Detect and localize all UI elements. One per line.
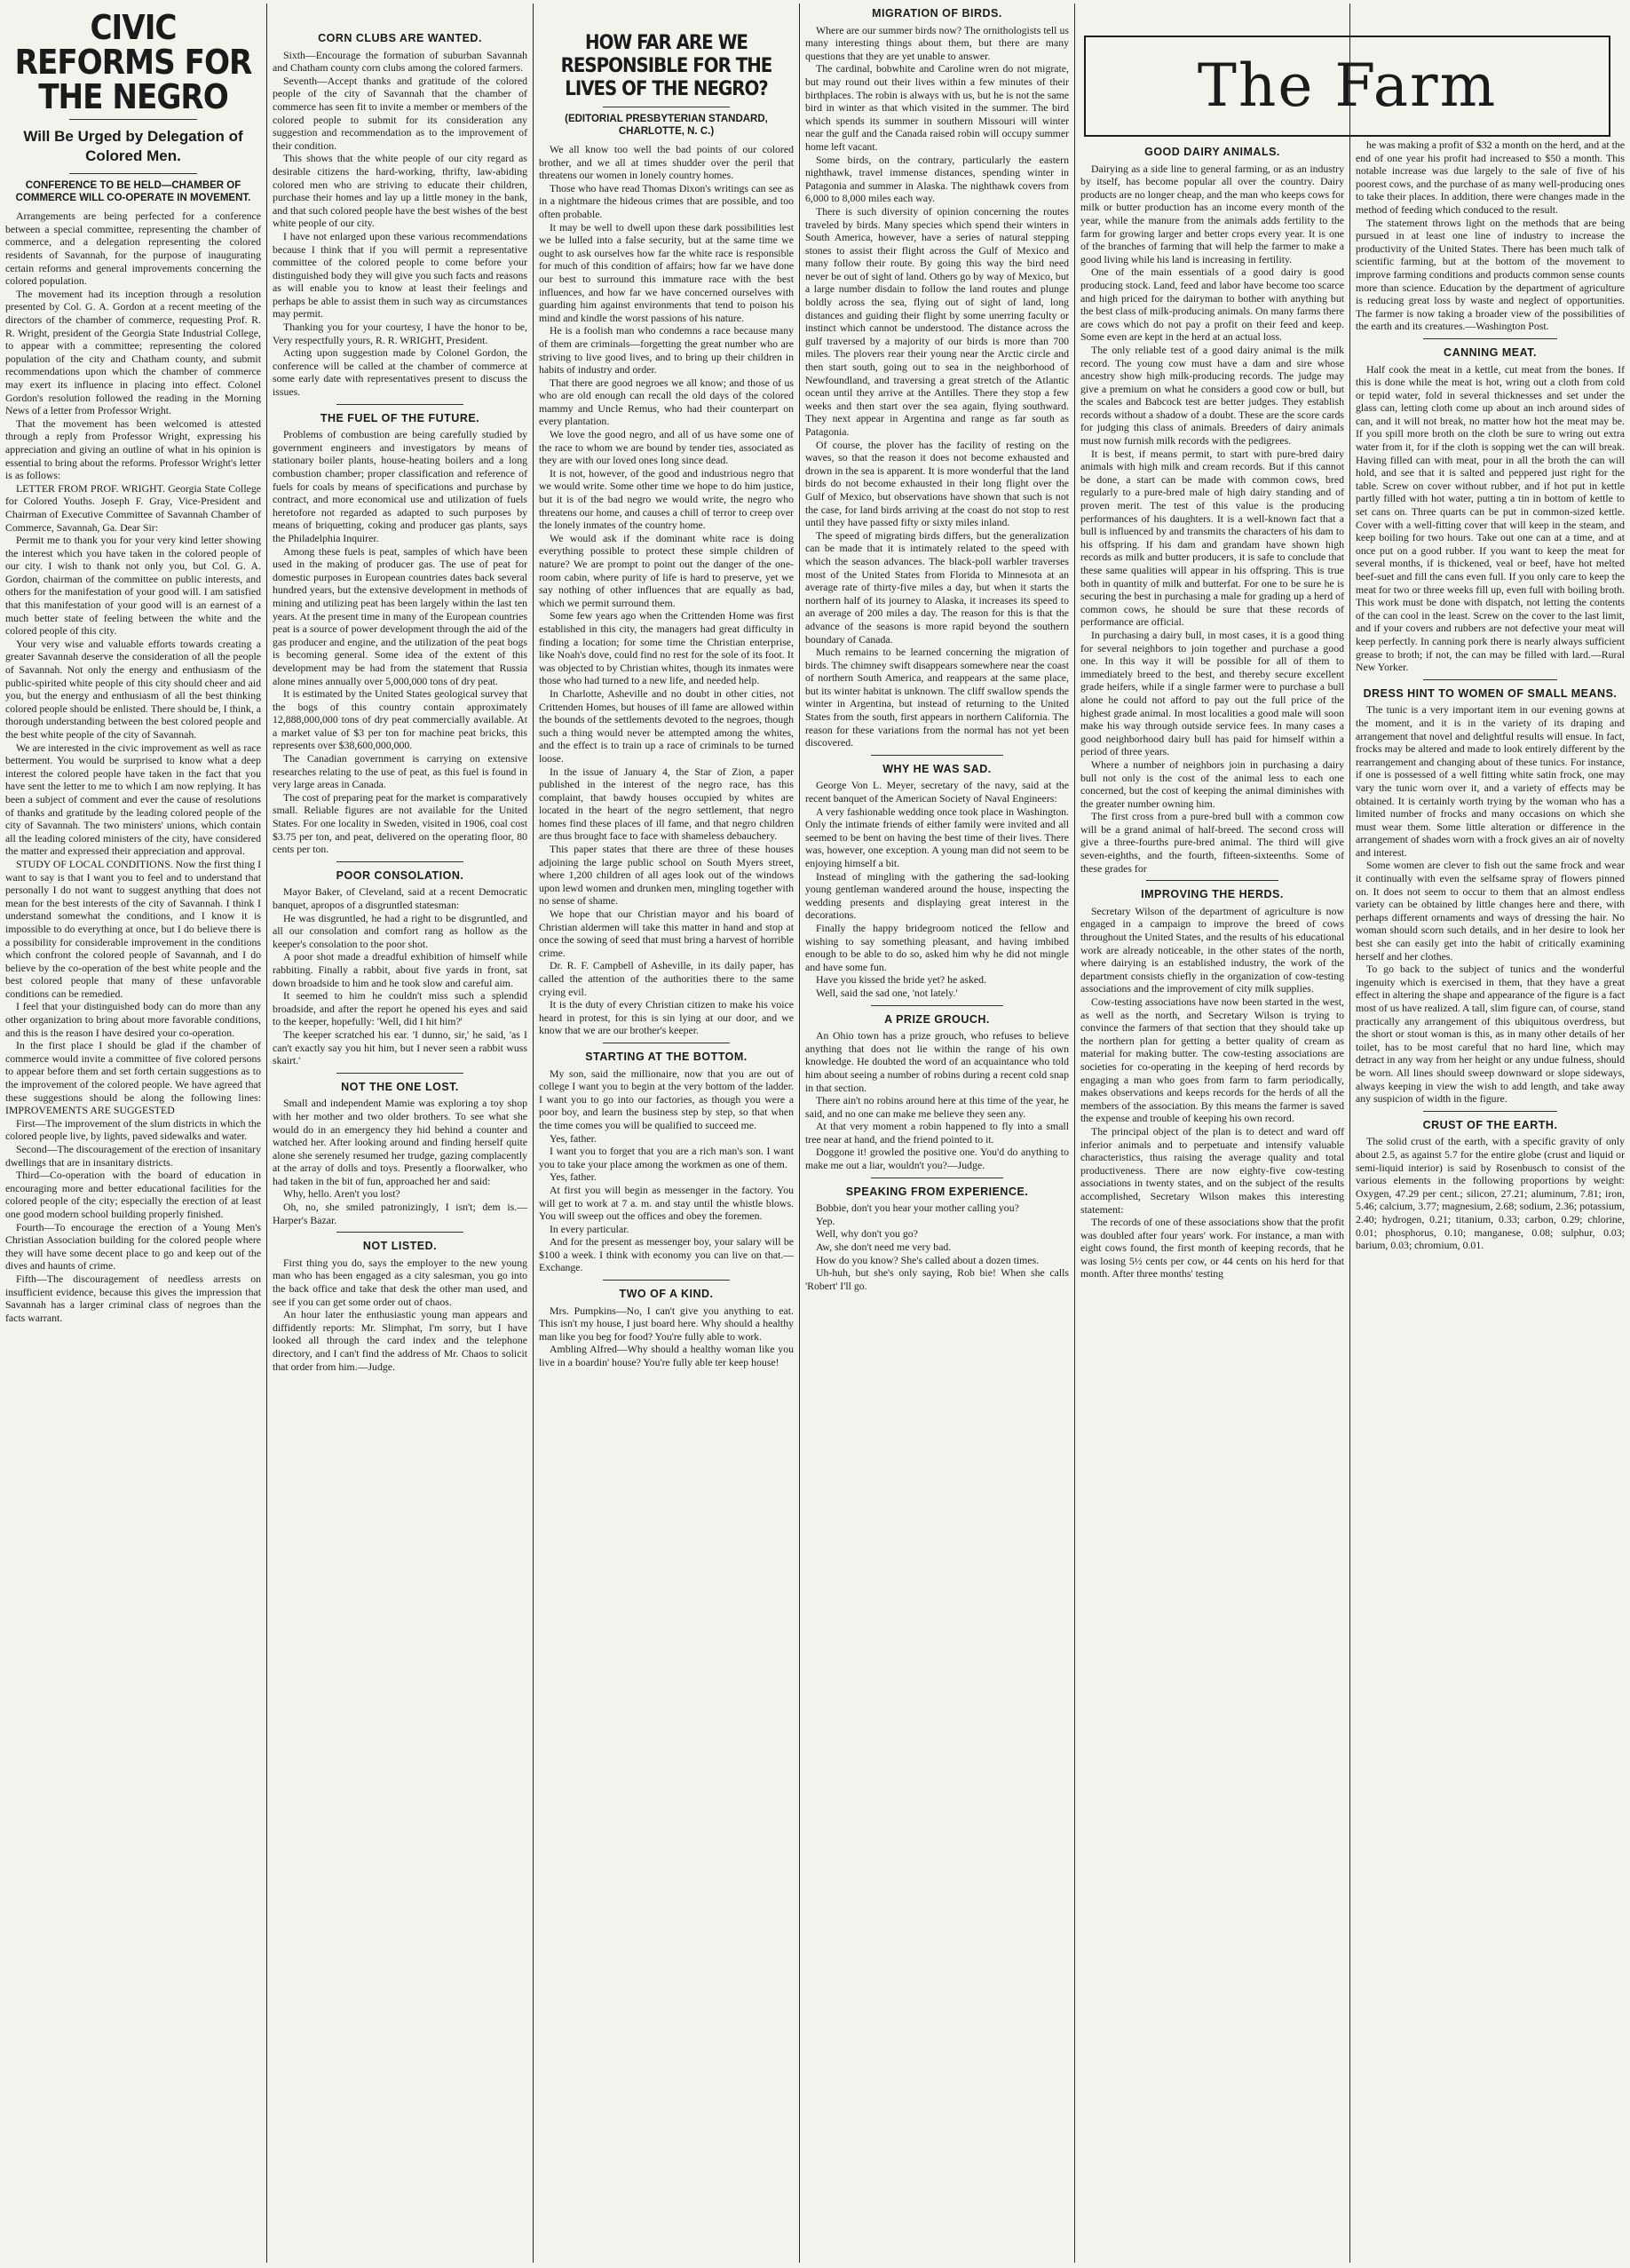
column-2 [267, 5, 533, 2261]
headline-how-far-responsible: HOW FAR ARE WE RESPONSIBLE FOR THE LIVES OF THE NEGRO? [560, 32, 772, 100]
paragraph: Mayor Baker, of Cleveland, said at a recent Democratic banquet, apropos of a disgruntled statesman: [273, 885, 527, 911]
divider [336, 861, 464, 862]
paragraph: Arrangements are being perfected for a conference between a special committee, representing the chamber of commerce, and a delegation representing the colored residents of Savannah, for the purpose of inaugurating certain reforms and general improvements concerning the colored population. [5, 210, 261, 288]
paragraph: Small and independent Mamie was exploring a toy shop with her mother and two older brothers. To see what she would do in an emergency they hid behind a counter and watched her. After looking around and finding herself quite alone she serenely resumed her trudge, gazing complacently at the array of dolls and toys. Presently a floorwalker, who had taken in the bit of fun, approached her and said: [273, 1097, 527, 1187]
paragraph: Permit me to thank you for your very kind letter showing the interest which you have taken in the colored people of our city. I wish to thank not only you, but Col. G. A. Gordon, chairman of the committee on public interests, and others for the manifestation of your good will. I am satisfied that this manifestation of your good will is an earnest of a much better state of feeling between the white and the colored people of this city. [5, 534, 261, 638]
divider [336, 404, 464, 405]
paragraph: George Von L. Meyer, secretary of the navy, said at the recent banquet of the American Society of Naval Engineers: [805, 779, 1069, 805]
headline-migration-of-birds: MIGRATION OF BIRDS. [872, 7, 1002, 20]
headline-dress-hint: DRESS HINT TO WOMEN OF SMALL MEANS. [1363, 686, 1618, 700]
paragraph: Of course, the plover has the facility of resting on the waves, so that the reason it does not become exhausted and drown in the sea is apparent. It is more wonderful that the land birds do not become exhausted in their long flight over the Gulf of Mexico, but observations have shown that such is not the case, for land birds arriving at the coast do not stop to rest until they have passed fifty or sixty miles inland. [805, 438, 1069, 529]
paragraph: In the issue of January 4, the Star of Zion, a paper published in the interest of the negro race, has this complaint, that bawdy houses occupied by whites are located in the heart of the negro settlement, that negro homes find these places of ill fame, and that negro children are thus brought face to face with shameless debauchery. [539, 765, 794, 843]
paragraph: Oh, no, she smiled patronizingly, I isn't; dem is.—Harper's Bazar. [273, 1201, 527, 1226]
paragraph: An Ohio town has a prize grouch, who refuses to believe anything that does not lie within the range of his own knowledge. He doubted the word of an acquaintance who told him about seeing a number of robins during a recent cold snap in that section. [805, 1029, 1069, 1094]
paragraph: It seemed to him he couldn't miss such a splendid broadside, and after the report he opened his eyes and said to the keeper, hopefully: 'Well, did I hit him?' [273, 989, 527, 1028]
paragraph: STUDY OF LOCAL CONDITIONS. Now the first thing I want to say is that I want you to feel and to understand that personally I do not want to suggest anything that does not mean for the best interests of the city of Savannah. I think I understand somewhat the conditions, and I know it is impossible to do everything at once, but I do believe there is a possibility for considerable improvement in the conditions which confront the colored people of Savannah, and I do believe by the co-operation of the best white people and the best colored people that many of these unfavorable conditions can be remedied. [5, 857, 262, 1000]
headline-prize-grouch: A PRIZE GROUCH. [884, 1012, 990, 1026]
paragraph: This shows that the white people of our city regard as desirable citizens the hard-working, thrifty, law-abiding colored men who are striving to educate their children, purchase their homes and lay up a little money in the bank, and that such colored people have the best wishes of the best white people of our city. [273, 152, 527, 230]
paragraph: Some few years ago when the Crittenden Home was first established in this city, the managers had great difficulty in finding a location; for some time the Christian enterprise, like Noah's dove, could find no rest for the sole of its foot. It was objected to by Christian whites, though its inmates were those who had turned to a new life, and needed help. [539, 609, 794, 687]
paragraph: In every particular. [550, 1222, 629, 1235]
paragraph: Mrs. Pumpkins—No, I can't give you anything to eat. This isn't my house, I just board here. Why should a healthy man like you beg for food? You're fully able to work. [539, 1304, 794, 1343]
divider [69, 119, 197, 120]
subheadline: Will Be Urged by Delegation of Colored Men. [23, 128, 243, 165]
paragraph: The first cross from a pure-bred bull with a common cow will be a grand animal of half-breed. The second cross will give a three-fourths pure-bred animal. The third will give seven-eighths, and the fourth, fifteen-sixteenths. Some of these grades for [1080, 810, 1344, 875]
paragraph: That there are good negroes we all know; and those of us who are old enough can recall the old days of the colored mammy and Uncle Remus, who had their counterpart on every plantation. [539, 376, 794, 428]
divider [1423, 338, 1558, 339]
paragraph: Second—The discouragement of the erection of insanitary dwellings that are in insanitary districts. [5, 1143, 261, 1169]
paragraph: My son, said the millionaire, now that you are out of college I want you to begin at the very bottom of the ladder. I want you to go into our factories, as though you were a poor boy, and learn the business step by step, so that when the time comes you will be qualified to succeed me. [539, 1067, 794, 1131]
paragraph: Bobbie, don't you hear your mother calling you? [816, 1201, 1019, 1215]
paragraph: Have you kissed the bride yet? he asked. [816, 973, 986, 987]
headline-good-dairy-animals: GOOD DAIRY ANIMALS. [1144, 146, 1280, 158]
divider [603, 1280, 731, 1281]
paragraph: That the movement has been welcomed is attested through a reply from Professor Wright, expressing his appreciation and giving an outline of what in his opinion is essential to bring about the reforms. Professor Wright's letter is as follows: [5, 416, 261, 482]
divider [336, 1073, 464, 1074]
paragraph: In Charlotte, Asheville and no doubt in other cities, not Crittenden Homes, but houses of ill fame are allowed within the bounds of the settlements devoted to the negroes, though such a thing would never be attempted among the whites, and the effect is to train up a race of criminals to be turned loose. [539, 686, 794, 765]
paragraph: In the first place I should be glad if the chamber of commerce would invite a committee of five colored persons to appear before them and set forth certain suggestions as to the improvement of the colored people. We have agreed that these suggestions should be along the following lines: IMPROVEMENTS ARE SUGGESTED [5, 1039, 261, 1117]
paragraph: Some women are clever to fish out the same frock and wear it continually with even the selfsame spray of flowers pinned on. It does not seem to occur to them that an almost endless variety can be obtained by little changes here and there, with perhaps different ornaments and ways of dressing the hair. No woman should scorn such details, and in her desire to look her best she can easily get into the habit of critically examining herself and her clothes. [1356, 859, 1625, 963]
paragraph: We all know too well the bad points of our colored brother, and we all at times shudder over the peril that threatens our women in lonely country homes. [539, 143, 794, 182]
paragraph: Seventh—Accept thanks and gratitude of the colored people of the city of Savannah that the chamber of commerce has seen fit to invite a member or members of the colored people to submit for its consideration any suggestion and recommendation as to the improvement of their condition. [273, 74, 527, 152]
paragraph: It is estimated by the United States geological survey that the bogs of this country contain approximately 12,888,000,000 tons of dry peat commercially available. At a market value of $3 per ton for machine peat bricks, this represents over $38,600,000,000. [273, 687, 527, 752]
paragraph: Ambling Alfred—Why should a healthy woman like you live in a boardin' house? You're fully able ter keep house! [539, 1343, 794, 1369]
paragraph: Sixth—Encourage the formation of suburban Savannah and Chatham county corn clubs among the colored farmers. [273, 48, 527, 75]
headline-crust-of-earth: CRUST OF THE EARTH. [1422, 1118, 1558, 1131]
column-6 [1350, 5, 1630, 2261]
paragraph: I feel that your distinguished body can do more than any other organization to bring about more favorable conditions, and this is the reason I have desired your co-operation. [5, 1000, 261, 1039]
headline-not-listed: NOT LISTED. [362, 1240, 438, 1253]
paragraph: Acting upon suggestion made by Colonel Gordon, the conference will be called at the chamber of commerce at some early date with representatives present to discuss the issues. [273, 346, 527, 399]
masthead-the-farm: The Farm [1084, 36, 1610, 137]
masthead-spacer [1356, 5, 1625, 139]
paragraph: How do you know? She's called about a dozen times. [816, 1253, 1040, 1266]
paragraph: There ain't no robins around here at this time of the year, he said, and no one can make me believe they seen any. [805, 1094, 1069, 1120]
deck: (EDITORIAL PRESBYTERIAN STANDARD, CHARLOTTE, N. C.) [565, 114, 768, 137]
paragraph: Well, said the sad one, 'not lately.' [816, 986, 958, 999]
paragraph: Yes, father. [550, 1170, 597, 1184]
paragraph: Among these fuels is peat, samples of which have been used in the making of producer gas. The use of peat for domestic purposes in European countries dates back several hundred years, but the extensive development in methods of mining and utilizing peat has been largely within the last ten years. At the present time in many of the European countries peat is a source of power development through the aid of the gas producer and engine, and the utilization of the peat bogs is becoming general. Some idea of the extent of this development may be had from the statement that Russia alone mines annually over 5,000,000 tons of dry peat. [273, 544, 527, 687]
paragraph: Where a number of neighbors join in purchasing a dairy bull not only is the cost of the animal less to each one concerned, but the cost of keeping the animal diminishes with the greater number owning him. [1080, 757, 1344, 810]
paragraph: We love the good negro, and all of us have some one of the race to whom we are bound by tender ties, associated as they are with our loved ones long since dead. [539, 428, 794, 467]
headline-civic-reforms: CIVIC REFORMS FOR THE NEGRO [14, 8, 252, 116]
paragraph: The cost of preparing peat for the market is comparatively small. Reliable figures are not available for the United States. For one locality in Sweden, visited in 1906, coal cost $3.75 per ton, and peat, delivered on the operating floor, 80 cents per ton. [273, 790, 527, 856]
headline-why-he-was-sad: WHY HE WAS SAD. [882, 762, 992, 775]
paragraph: It is best, if means permit, to start with pure-bred dairy animals with high milk and cream records. But if this cannot be done, a start can be made with common cows, bred regularly to a pure-bred male of high dairy standing and of proven merit. The test of this value is the producing performances of his daughters. It is a well-known fact that a bull is influenced by and transmits the characters of his dam to his offspring. If his dam and grandam have shown high records as milk and butter producers, it is safe to conclude that these same qualities will appear in his offspring. This is true both in quantity of milk and butterfat. For one to be sure he is securing the best in purchasing a male for grading up a herd of common cows, he should be sure that these records of performance are official. [1080, 447, 1344, 629]
paragraph: Where are our summer birds now? The ornithologists tell us many interesting things about them, but there are many questions that they are yet unable to answer. [805, 23, 1069, 62]
divider [871, 1005, 1003, 1006]
paragraph: The solid crust of the earth, with a specific gravity of only about 2.5, as against 5.7 for the entire globe (crust and liquid or semi-liquid interior) is said by Rosenbusch to consist of the various elements in the following proportions by weight: Oxygen, 47.29 per cent.; silicon, 27.21; aluminum, 7.81; iron, 5.46; calcium, 3.77; magnesium, 2.68; sodium, 2.36; potassium, 2.40; hydrogen, 0.21; titanium, 0.33; carbon, 0.29; chlorine, 0.01; phosphorus, 0.10; manganese, 0.08; sulphur, 0.03; barium, 0.03; chromium, 0.01. [1356, 1135, 1625, 1252]
divider [336, 1232, 464, 1233]
paragraph: It is not, however, of the good and industrious negro that we would write. Some other time we hope to do him justice, but it is of the bad negro we would write, the negro who threatens our home, and causes a chill of terror to creep over the lonely inmates of the country home. [539, 466, 794, 532]
paragraph: The speed of migrating birds differs, but the generalization can be made that it is intimately related to the speed with which the season advances. The black-poll warbler traverses most of the United States from Florida to Minnesota at an average rate of thirty-five miles a day, but when it starts the northern half of its journey to Alaska, it increases its speed to an average of 200 miles a day. The reason for this is that the advance of the seasons is more rapid beyond the southern boundary of Canada. [805, 528, 1069, 646]
paragraph: One of the main essentials of a good dairy is good producing stock. Land, feed and labor have become too scarce and high priced for the dairyman to bother with anything but the best class of milk-producing animals. On many farms there are cows which do not pay a profit on their feed and keep. Some even are kept in the herd at an actual loss. [1080, 266, 1344, 344]
paragraph: Secretary Wilson of the department of agriculture is now engaged in a campaign to improve the breed of cows throughout the United States, and the results of his educational work are already noticeable, in the other states of the north, where dairying is an established industry, the work of the department consists chiefly in the organization of cow-testing associations and the improvement of city milk supplies. [1080, 904, 1344, 995]
paragraph: Problems of combustion are being carefully studied by government engineers and investigators by means of stationary boiler plants, house-heating boilers and a long combustion chamber; proper classification and reference of fuels for coals by means of specifications and purchase by contract, and more economical use and utilization of fuels heretofore not regarded as adapted to such purposes by means of briquetting, coking and producer gas plants, says the Philadelphia Inquirer. [273, 428, 527, 544]
divider [1423, 1111, 1558, 1112]
paragraph: Thanking you for your courtesy, I have the honor to be, Very respectfully yours, R. R. WRIGHT, President. [273, 321, 527, 346]
paragraph: There is such diversity of opinion concerning the routes traveled by birds. Many species which spend their winters in South America, however, have a series of natural stepping stones to assist their flight across the Gulf of Mexico and many follow their route. By going this way the bird need never be out of sight of land. Others go by way of Mexico, but a large number disdain to follow the land routes and plunge boldly across the sea, flying out of sight of land, long distances and guiding their flight by some unerring faculty or instinct which cannot be understood. The distance across the gulf traversed by a majority of our birds is more than 700 miles. The plovers rear their young near the Arctic circle and then start south, going out to sea in the neighborhood of Newfoundland, and traversing a great stretch of the Atlantic ocean until they arrive at the Antilles. There they stop a few weeks and then start over the sea again, flying southward. They next appear in Argentina and range as far south as Patagonia. [805, 204, 1069, 438]
divider [871, 755, 1003, 756]
paragraph: The records of one of these associations show that the profit was doubled after four years' work. For instance, a man with eight cows found, the first month of keeping records, that he was losing 5½ cents per cow, or 44 cents on his herd for that month. After three months' testing [1080, 1216, 1344, 1281]
paragraph: First thing you do, says the employer to the new young man who has been engaged as a city salesman, you go into the back office and take that desk the other man used, and see if you can get some order out of chaos. [273, 1256, 527, 1308]
paragraph: The Canadian government is carrying on extensive researches relating to the use of peat, as this fuel is found in very large areas in Canada. [273, 752, 527, 791]
paragraph: At that very moment a robin happened to fly into a small tree near at hand, and the friend pointed to it. [805, 1120, 1069, 1146]
paragraph: Well, why don't you go? [816, 1227, 918, 1241]
paragraph: Half cook the meat in a kettle, cut meat from the bones. If this is done while the meat is hot, wring out a cloth from cold or tepid water, fold in several thicknesses and set under the glass can, letting cloth come up about an inch around sides of can, and it will not break, no matter how hot the meat may be. If you spill more broth on the cloth be sure to wring out extra water from it, for if the cloth is sopping wet the can will break. Having filled can with meat, pour in all the broth the can will hold, and see that it is salted and peppered just right for the table. Screw on cover without rubber, and if hot put in kettle partly filled with hot water, putting a tin in bottom of kettle to set cans on. Three quarts can be put in common-sized kettle. Cover with a well-fitting cover that will keep in the steam, and keep boiling for two hours. Take out one can at a time, and at once put on a good rubber. If you want to keep the meat for several months, if is thickened, veal or beef, have hot melted beef-suet and fill the cans even full. If you only care to keep the meat for two or three weeks fill up, even full with boiling broth. This work must be done with dispatch, not letting the contents of the can cool in the least. Screw on the cover to the last limit, and if your covers and rubbers are not defective your meat will keep perfectly. In canning pork there is nearly always sufficient grease to broth; if not, the can may be filled with lard.—Rural New Yorker. [1356, 362, 1625, 674]
paragraph: First—The improvement of the slum districts in which the colored people live, by lights, paved sidewalks and water. [5, 1116, 261, 1143]
paragraph: It may be well to dwell upon these dark possibilities lest we be lulled into a false security, but at the same time we ought to ask ourselves how far the white race is responsible for much of this condition of affairs; how far we have done our best to surround this immature race with the best influences, and how far we have concerned ourselves with guarding him against environments that tend to poison his mind and kindle the worst passions of his nature. [539, 220, 794, 324]
paragraph: He was disgruntled, he had a right to be disgruntled, and all our consolation and comfort rang as hollow as the keeper's consolation to the poor shot. [273, 911, 527, 950]
paragraph: he was making a profit of $32 a month on the herd, and at the end of one year his profit had increased to $50 a month. This notable increase was due largely to the sale of five of his poorest cows, and the purchase of as many well-producing ones to take their places. In addition, there were changes made in the method of feeding which conduced to the result. [1356, 139, 1625, 216]
paragraph: The cardinal, bobwhite and Caroline wren do not migrate, but may round out their lives within a few minutes of their birthplaces. The robin is always with us, but he is not the same bird in winter as that which visited in the summer. The bird which spends its summer in southern Missouri will winter near the gulf and the Canada raised robin will occupy summer home left vacant. [805, 62, 1069, 153]
paragraph: Instead of mingling with the gathering the sad-looking young gentleman wandered around the house, inspecting the wedding presents and displaying great interest in the decorations. [805, 869, 1069, 922]
paragraph: I want you to forget that you are a rich man's son. I want you to take your place among the workmen as one of them. [539, 1145, 794, 1170]
headline-speaking-from-experience: SPEAKING FROM EXPERIENCE. [845, 1185, 1029, 1198]
paragraph: Those who have read Thomas Dixon's writings can see as in a nightmare the hideous crimes that are possible, and too often probable. [539, 181, 794, 220]
headline-corn-clubs: CORN CLUBS ARE WANTED. [318, 32, 482, 44]
paragraph: An hour later the enthusiastic young man appears and diffidently reports: Mr. Slimphat, I'm sorry, but I have looked all through the card index and the telephone directory, and I can't find the address of Mr. Chaos to solicit that order from him.—Judge. [273, 1308, 527, 1373]
column-4 [800, 5, 1074, 2261]
paragraph: Third—Co-operation with the board of education in encouraging more and better educational facilities for the colored people of the city; especially the erection of at least one good modern school building properly finished. [5, 1169, 261, 1220]
paragraph: To go back to the subject of tunics and the wonderful ingenuity which is exercised in them, that they have a great effect in altering the shape and appearance of the figure is a fact most of us have realized. A tall, slim figure can, of course, stand practically any arrangement of this ubiquitous overdress, but the short or stout woman is this, as in many other details of her toilet, has to be most careful that no hard line, which may detract in any way from her height or any undue fulness, should be worn. All lines should sweep downward or slope sideways, always keeping in view the wish to add length, and take away any suspicion of width in the figure. [1356, 963, 1625, 1106]
divider [1146, 880, 1278, 881]
paragraph: Why, hello. Aren't you lost? [283, 1187, 400, 1201]
paragraph: The statement throws light on the methods that are being pursued in at least one line of industry to increase the productivity of the United States. There has been much talk of scientific farming, but at the bottom of the movement to improve farming conditions and products common sense counts more than science. Education by the department of agriculture is reducing great loss by waste and neglect of opportunities. The farmer is now taking a broader view of the possibilities of the earth and its creatures.—Washington Post. [1356, 216, 1625, 333]
column-3 [534, 5, 799, 2261]
headline-improving-the-herds: IMPROVING THE HERDS. [1141, 888, 1284, 901]
paragraph: The movement had its inception through a resolution presented by Col. G. A. Gordon at a recent meeting of the directors of the chamber of commerce, requesting Prof. R. R. Wright, president of the Georgia State Industrial College, to appear with a committee; representing the colored population of the city and Chatham county, and submit recommendations upon which the chamber of commerce may exert its influence in placing into effect. Colonel Gordon's resolution followed the reading in the Morning News of a letter from Professor Wright. [5, 287, 261, 417]
paragraph: And for the present as messenger boy, your salary will be $100 a week. I think with economy you can live on that.—Exchange. [539, 1235, 794, 1274]
paragraph: The keeper scratched his ear. 'I dunno, sir,' he said, 'as I can't exactly say you hit him, but I never seen a rabbit wuss skairt.' [273, 1027, 527, 1067]
paragraph: Your very wise and valuable efforts towards creating a greater Savannah deserve the consideration of all the people of Savannah. Not only the energy and enthusiasm of the public-spirited white people of this city should cheer and aid you, but the energy and enthusiasm of all the best thinking colored people should be enlisted. There should be, I think, a thorough understanding between the best colored people and the best white people of the city of Savannah. [5, 637, 261, 741]
headline-poor-consolation: POOR CONSOLATION. [336, 868, 464, 882]
paragraph: Yep. [816, 1214, 835, 1227]
paragraph: At first you will begin as messenger in the factory. You will get to work at 7 a. m. and stay until the whistle blows. You will sweep out the offices and obey the foremen. [539, 1183, 794, 1223]
deck: CONFERENCE TO BE HELD—CHAMBER OF COMMERCE WILL CO-OPERATE IN MOVEMENT. [15, 180, 251, 204]
paragraph: He is a foolish man who condemns a race because many of them are criminals—forgetting the great number who are striving to live good lives, and to bring up their children in habits of industry and order. [539, 324, 794, 377]
headline-two-of-a-kind: TWO OF A KIND. [619, 1288, 714, 1301]
paragraph: Much remains to be learned concerning the migration of birds. The chimney swift disappears somewhere near the coast of northern South America, and reappears at the same place, but its winter habitat is unknown. The cliff swallow spends the winter in Argentina, but instead of returning to the United States from the south, first appears in northern California. The reason for these variations from the normal has not yet been discovered. [805, 646, 1069, 749]
paragraph: A very fashionable wedding once took place in Washington. Only the intimate friends of either family were invited and all seemed to be bent on having the best time of their lives. There was, however, one exception. A young man did not seem to be enjoying himself a bit. [805, 805, 1069, 869]
paragraph: Cow-testing associations have now been started in the west, as well as the north, and Secretary Wilson is trying to convince the farmers of that section that they should take up the northern plan for getting a better quality of cream as material for making butter. The cow-testing associations are societies for co-operating in the keeping of herd records by engaging a man who goes from farm to farm periodically, makes observations and keeps records for the herds of all the members of the association. By this means the farmer is saved the expense and trouble of keeping his own record. [1080, 995, 1344, 1125]
paragraph: The only reliable test of a good dairy animal is the milk record. The young cow must have a dam and sire whose ancestry show high milk-producing records. The judge may give a premium on what he considers a good cow or bull, but the scales and Babcock test are better judges. They establish records without a shadow of a doubt. These are the score cards for judging this class of animals. Breeders of dairy animals must now furnish milk records with the pedigrees. [1080, 343, 1344, 448]
paragraph: Uh-huh, but she's only saying, Rob bie! When she calls 'Robert' I'll go. [805, 1266, 1069, 1292]
paragraph: The principal object of the plan is to detect and ward off inferior animals and to perpetuate and intensify valuable characteristics, thus raising the average quality and total productiveness. There are now eighty-five cow-testing associations in twenty states, and on the subject of the results accomplished, Secretary Wilson makes this interesting statement: [1080, 1124, 1344, 1216]
paragraph: Dairying as a side line to general farming, or as an industry by itself, has become popular all over the country. Dairy products are no longer cheap, and the man who keeps cows for milk or butter production has an income every month of the year, while the manure from the animals adds fertility to the farm for growing larger and better crops every year. It is one of the branches of farming that will help the farmer to make a good living while his land is increasing in fertility. [1080, 162, 1344, 266]
headline-not-the-one-lost: NOT THE ONE LOST. [341, 1080, 459, 1093]
paragraph: Aw, she don't need me very bad. [816, 1241, 952, 1254]
paragraph: LETTER FROM PROF. WRIGHT. Georgia State College for Colored Youths. Joseph F. Gray, Vice-President and Chairman of Executive Committee of Savannah Chamber of Commerce, Savannah, Ga. Dear Sir: [5, 481, 261, 534]
column-1 [0, 5, 266, 2261]
paragraph: We hope that our Christian mayor and his board of Christian aldermen will take this matter in hand and stop at once the sowing of seed that must bring a harvest of horrible crime. [539, 908, 794, 959]
paragraph: Finally the happy bridegroom noticed the fellow and wishing to say something pleasant, and having imbibed enough to be able to do so, asked him why he did not mingle and have some fun. [805, 921, 1069, 973]
paragraph: We would ask if the dominant white race is doing everything possible to protect these simple children of nature? We are prompt to point out the danger of the one-room cabin, where purity of life is hard to preserve, yet we say nothing of other influences that are equally as bad, which we permit surround them. [539, 531, 794, 609]
paragraph: The tunic is a very important item in our evening gowns at the moment, and it is in the variety of its draping and arrangement that novel and delightful results will ensue. In fact, frocks may be altered and made to look entirely different by the rearrangement and changing about of these tunics. For instance, if one is possessed of a well fitting white satin frock, one may vary the tunic worn over it, and a variety of effects may be obtained. It is certainly worth trying by the woman who has a limited number of frocks and many occasions on which she must wear them. Some little alteration or difference in the arrangement of shades worn with a frock gives an air of novelty and interest. [1356, 703, 1625, 859]
paragraph: In purchasing a dairy bull, in most cases, it is a good thing for several neighbors to join together and purchase a good one. In this way it will be possible for all of them to immediately breed to the best, and thereby secure excellent grade heifers, while if a single farmer were to purchase a bull alone he could not afford to pay out the full price of the highest grade animal. In most localities a good male will soon make his way through outside service fees. In many cases a good neighborhood dairy bull has paid for himself within a period of three years. [1080, 628, 1344, 758]
paragraph: Yes, father. [550, 1131, 597, 1145]
paragraph: Fourth—To encourage the erection of a Young Men's Christian Association building for the colored people where they will have some decent place to go and keep out of the dives and haunts of crime. [5, 1220, 261, 1273]
paragraph: I have not enlarged upon these various recommendations because I think that if you will permit a representative committee of the colored people to come before your distinguished body they will give you such facts and reasons as will enable you to know at least their feelings and perhaps be able to assist them in such way as circumstances may permit. [273, 229, 527, 321]
headline-starting-at-bottom: STARTING AT THE BOTTOM. [585, 1050, 748, 1063]
paragraph: Dr. R. F. Campbell of Asheville, in its daily paper, has called the attention of the authorities there to the same crying evil. [539, 959, 794, 998]
paragraph: We are interested in the civic improvement as well as race betterment. You would be surprised to know what a deep interest the colored people have taken in the fact that you have sent the letter to me to which I am now replying. It has been a subject of comment and ever the cause of resolutions of thanks and gratitude by the leading colored people of the city of Savannah. The two ministers' unions, which contain all the leading colored ministers of the city, have considered the matter and expressed their appreciation and approval. [5, 741, 261, 858]
paragraph: It is the duty of every Christian citizen to make his voice heard in protest, for this is sin lying at our door, and we know that we are our brother's keeper. [539, 998, 794, 1037]
paragraph: A poor shot made a dreadful exhibition of himself while rabbiting. Finally a rabbit, about five yards in front, sat down broadside to him and he took slow and careful aim. [273, 950, 527, 989]
paragraph: Doggone it! growled the positive one. You'd do anything to make me out a liar, wouldn't you?—Judge. [805, 1146, 1069, 1172]
paragraph: This paper states that there are three of these houses adjoining the large public school on South Myers street, where 1,200 children of all ages look out of the windows upon lewd women and drunken men, mingling together with no sense of shame. [539, 843, 794, 908]
paragraph: Fifth—The discouragement of needless arrests on insufficient evidence, because this gives the impression that Savannah has a larger criminal class of negroes than the facts warrant. [5, 1272, 261, 1324]
divider [69, 173, 197, 174]
headline-fuel-of-future: THE FUEL OF THE FUTURE. [320, 411, 480, 424]
headline-canning-meat: CANNING MEAT. [1444, 345, 1537, 359]
paragraph: Some birds, on the contrary, particularly the eastern nighthawk, travel immense distances, spending winter in Patagonia and summer in Alaska. The nighthawk covers from 6,000 to 8,000 miles each way. [805, 153, 1069, 205]
divider [1423, 679, 1558, 680]
